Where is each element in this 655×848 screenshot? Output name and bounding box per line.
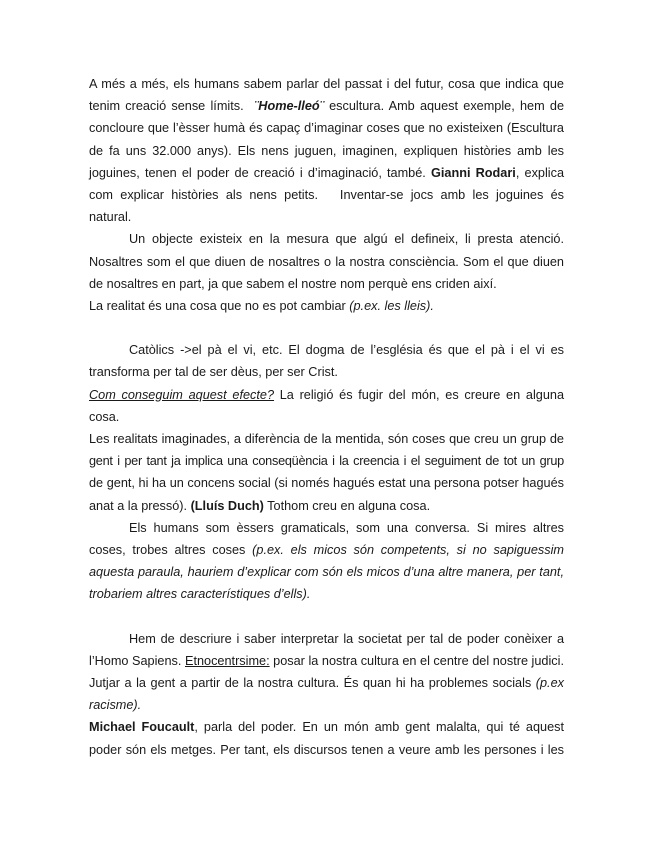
text-line: [89, 472, 564, 494]
italic-example: (p.ex. els micos són competents, si no sapiguessim: [252, 542, 564, 557]
text-line: [89, 273, 564, 295]
text-span: concloure que l’èsser humà és capaç d’imaginar coses que no existeixen (Escultura: [89, 121, 564, 136]
italic-example: aquesta paraula, hauriem d’explicar com són els micos d’una altre manera, per tant,: [89, 565, 564, 580]
document-page: [89, 73, 564, 761]
text-line: [89, 495, 564, 517]
text-span: natural.: [89, 210, 132, 225]
text-line: [89, 561, 564, 583]
text-span: A més a més, els humans sabem parlar del passat i del futur, cosa que indica que: [89, 77, 564, 91]
text-span: cosa.: [89, 409, 120, 424]
text-line: [89, 406, 564, 428]
paragraph-gap: [89, 606, 564, 628]
text-line: [89, 361, 564, 383]
text-line: [89, 251, 564, 273]
text-span: de fa uns 32.000 anys). Els nens juguen, imaginen, expliquen històries amb les: [89, 143, 564, 158]
text-span: La religió és fugir del món, es creure en alguna: [274, 387, 564, 402]
text-line: [89, 628, 564, 650]
text-span: Inventar-se jocs amb les joguines és: [339, 187, 565, 202]
text-line: [89, 206, 564, 228]
text-span: Les realitats imaginades, a diferència de la mentida, són coses que creu un grup de: [89, 432, 564, 446]
text-line: [89, 73, 564, 95]
author-name: (Lluís Duch): [190, 498, 264, 513]
text-span: Tothom creu en alguna cosa.: [263, 498, 431, 513]
underlined-term: Etnocentrsime:: [184, 653, 270, 668]
text-line: [89, 184, 564, 206]
text-line: [89, 583, 564, 605]
text-line: [89, 694, 564, 716]
text-line: [89, 384, 564, 406]
italic-example: (p.ex: [535, 676, 564, 691]
text-span: coses, trobes altres coses: [89, 542, 253, 557]
text-span: Nosaltres som el que diuen de nosaltres o la nostra consciència. Som el que diuen: [89, 254, 564, 269]
text-line: [89, 517, 564, 539]
text-line: [89, 450, 564, 472]
text-span: posar la nostra cultura en el centre del nostre judici.: [269, 653, 564, 668]
text-span: de nosaltres en part, ja que sabem el nostre nom perquè ens criden així.: [89, 276, 497, 291]
text-span: poder són els metges. Per tant, els discursos tenen a veure amb les persones i les: [89, 742, 564, 757]
text-line: [89, 339, 564, 361]
text-span: escultura. Amb aquest exemple, hem de: [329, 99, 565, 114]
text-span: , parla del poder. En un món amb gent malalta, qui té aquest: [194, 720, 564, 735]
text-span: , explica: [515, 165, 565, 180]
text-span: gent i per tant ja implica una conseqüència i la creencia i el seguiment de tot un grup: [89, 454, 564, 469]
text-span: Un objecte existeix en la mesura que algú el defineix, li presta atenció.: [129, 232, 564, 247]
text-line: [89, 117, 564, 139]
text-span: La realitat és una cosa que no es pot cambiar: [89, 298, 350, 313]
text-span: joguines, tenen el poder de creació i d’imaginació, també.: [89, 165, 426, 180]
text-span: anat a la pressó).: [89, 498, 188, 513]
text-line: [89, 162, 564, 184]
italic-example: racisme).: [89, 698, 142, 713]
text-line: [89, 428, 564, 450]
text-span: l’Homo Sapiens.: [89, 653, 182, 668]
text-line: [89, 295, 564, 317]
text-span: Hem de descriure i saber interpretar la societat per tal de poder conèixer a: [129, 631, 564, 646]
text-line: [89, 95, 564, 117]
text-line: [89, 140, 564, 162]
author-name: Gianni Rodari: [431, 165, 516, 180]
text-span: de gent, hi ha un concens social (si només hagués estat una persona potser hagués: [89, 476, 564, 491]
text-span: Jutjar a la gent a partir de la nostra cultura. És quan hi ha problemes socials: [89, 676, 536, 691]
text-span: transforma per tal de ser dèus, per ser Crist.: [89, 365, 338, 380]
underlined-question: Com conseguim aquest efecte?: [89, 387, 275, 402]
text-span: Catòlics ->el pà el vi, etc. El dogma de l’església és que el pà i el vi es: [129, 343, 564, 358]
paragraph-gap: [89, 317, 564, 339]
text-span: com explicar històries als nens petits.: [89, 187, 319, 202]
text-line: [89, 716, 564, 738]
text-line: [89, 650, 564, 672]
author-name: Michael Foucault: [89, 720, 195, 735]
italic-example: trobariem altres característiques d’ells).: [89, 587, 311, 602]
text-span: Els humans som èssers gramaticals, som una conversa. Si mires altres: [129, 520, 564, 535]
text-line: [89, 739, 564, 761]
text-span: tenim creació sense límits.: [89, 99, 244, 114]
emphasis-term: ¨Home-lleó¨: [254, 99, 324, 114]
text-line: [89, 228, 564, 250]
text-line: [89, 539, 564, 561]
text-line: [89, 672, 564, 694]
italic-example: (p.ex. les lleis).: [349, 298, 434, 313]
